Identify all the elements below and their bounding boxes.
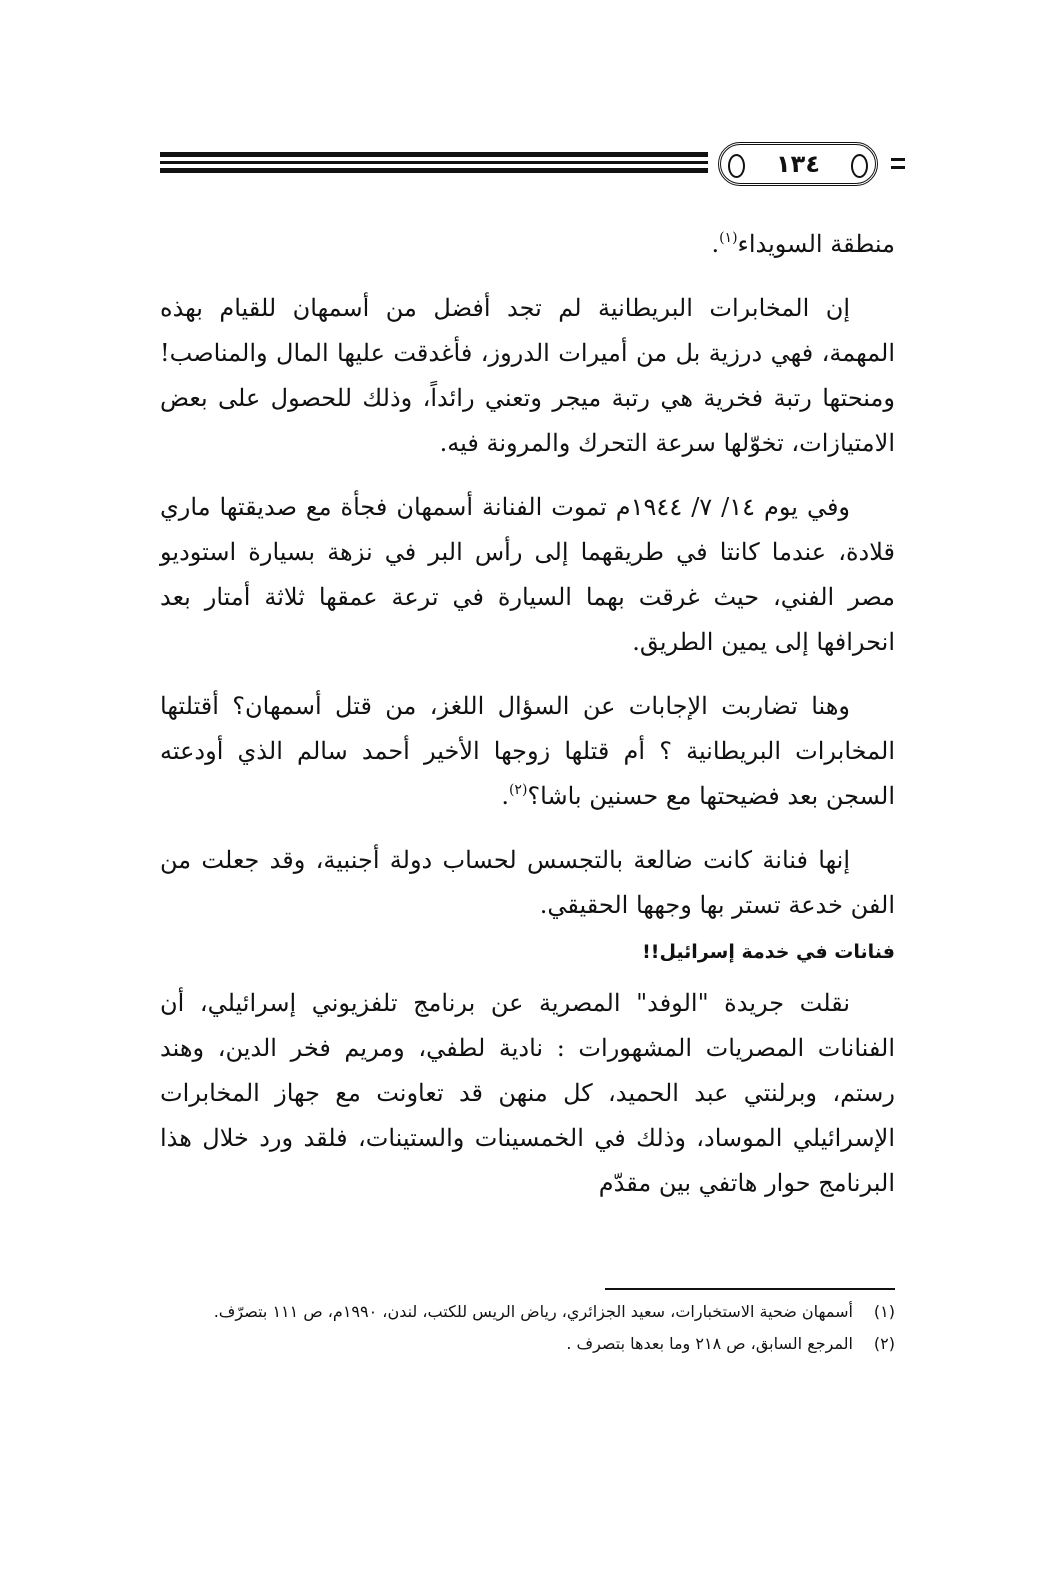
header-rule <box>160 152 708 177</box>
footnote-ref-1: (١) <box>719 230 738 246</box>
intro-line: منطقة السويداء$^{(١)}$. <box>711 230 895 258</box>
paragraph-5: نقلت جريدة "الوفد" المصرية عن برنامج تلفزيوني إسرائيلي، أن الفنانات المصريات المشهورات : نادية لطفي، ومريم فخر الدين، وهند رستم، وبرلنتي عبد الحميد، كل منهن قد تعاونت مع جهاز المخابرات الإسرائيلي الموساد، وذلك في الخمسينات والستينات، فلقد ورد خلال هذا البرنامج حوار هاتفي بين مقدّم <box>160 989 895 1197</box>
paragraph-4: إنها فنانة كانت ضالعة بالتجسس لحساب دولة أجنبية، وقد جعلت من الفن خدعة تستر بها وجهها الحقيقي. <box>160 846 895 919</box>
page-number-badge <box>718 142 878 186</box>
main-text <box>160 222 895 1225</box>
section-heading: فنانات في خدمة إسرائيل!! <box>642 941 895 963</box>
footnote-number: (٢) <box>873 1334 895 1353</box>
footnote-2 <box>160 1330 895 1358</box>
paragraph-2: وفي يوم ١٤/ ٧/ ١٩٤٤م تموت الفنانة أسمهان فجأة مع صديقتها ماري قلادة، عندما كانتا في طريقهما إلى رأس البر في نزهة بسيارة استوديو مصر الفني، حيث غرقت بهما السيارة في ترعة عمقها ثلاثة أمتار بعد انحرافها إلى يمين الطريق. <box>160 493 895 656</box>
paragraph-1: إن المخابرات البريطانية لم تجد أفضل من أسمهان للقيام بهذه المهمة، فهي درزية بل من أميرات الدروز، فأغدقت عليها المال والمناصب! ومنحتها رتبة فخرية هي رتبة ميجر وتعني رائداً، وذلك للحصول على بعض الامتيازات، تخوّلها سرعة التحرك والمرونة فيه. <box>160 294 895 457</box>
footnote-text: أسمهان ضحية الاستخبارات، سعيد الجزائري، رياض الريس للكتب، لندن، ١٩٩٠م، ص ١١١ بتصرّف. <box>213 1302 853 1321</box>
footnote-separator <box>605 1288 895 1290</box>
footnote-text: المرجع السابق، ص ٢١٨ وما بعدها بتصرف . <box>566 1334 853 1353</box>
page-number: ١٣٤ <box>776 150 820 178</box>
paragraph-3: وهنا تضاربت الإجابات عن السؤال اللغز، من قتل أسمهان؟ أقتلتها المخابرات البريطانية ؟ أم قتلها زوجها الأخير أحمد سالم الذي أودعته السجن بعد فضيحتها مع حسنين باشا؟$^{(٢)}$. <box>160 692 895 810</box>
page-header <box>160 142 905 188</box>
footnotes <box>160 1298 895 1362</box>
footnote-ref-2: (٢) <box>508 782 528 798</box>
footnote-1 <box>160 1298 895 1326</box>
footnote-number: (١) <box>873 1302 895 1321</box>
header-rule-end <box>891 158 905 174</box>
